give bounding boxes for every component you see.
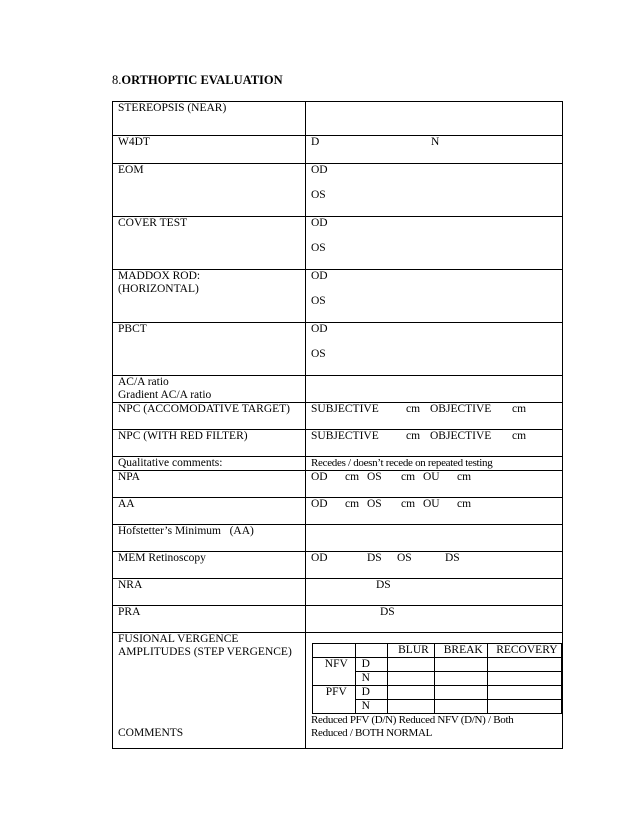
- npc-red-value[interactable]: [306, 430, 563, 457]
- maddox-value[interactable]: [306, 270, 563, 323]
- fusional-label: FUSIONAL VERGENCE: [118, 633, 239, 645]
- mem-ds2: DS: [445, 552, 460, 564]
- row-mem: [113, 552, 563, 579]
- pfv-label: PFV: [313, 686, 356, 700]
- w4dt-value[interactable]: [306, 136, 563, 164]
- pfv-n-recovery[interactable]: [487, 700, 561, 714]
- mem-ds1: DS: [367, 552, 382, 564]
- aa-os: OS: [367, 498, 382, 510]
- hofstetter-value[interactable]: [306, 525, 563, 552]
- pfv-n-row: [313, 700, 562, 714]
- mem-od: OD: [311, 552, 328, 564]
- nfv-d-row: [313, 658, 562, 672]
- npc-acc-subjective: SUBJECTIVE: [311, 403, 379, 415]
- row-hofstetter: [113, 525, 563, 552]
- row-aca: [113, 376, 563, 403]
- row-cover-test: [113, 217, 563, 270]
- row-aa: [113, 498, 563, 525]
- gradient-aca-label: Gradient AC/A ratio: [118, 389, 212, 401]
- pra-value[interactable]: [306, 606, 563, 633]
- vergence-note-line2: Reduced / BOTH NORMAL: [311, 727, 433, 739]
- cover-os: OS: [311, 242, 326, 254]
- w4dt-label: W4DT: [113, 136, 306, 164]
- blur-header: BLUR: [388, 644, 435, 658]
- pfv-n-blur[interactable]: [388, 700, 435, 714]
- pfv-n-label: N: [355, 700, 388, 714]
- nfv-n-break[interactable]: [434, 672, 487, 686]
- pbct-os: OS: [311, 348, 326, 360]
- vergence-header-row: [313, 644, 562, 658]
- row-pbct: [113, 323, 563, 376]
- nfv-n-row: [313, 672, 562, 686]
- npc-acc-cm2: cm: [512, 403, 527, 415]
- vergence-note-line1: Reduced PFV (D/N) Reduced NFV (D/N) / Both: [311, 714, 514, 726]
- nfv-label: NFV: [313, 658, 356, 672]
- qualitative-value: Recedes / doesn’t recede on repeated testing: [306, 457, 563, 471]
- eom-label: EOM: [113, 164, 306, 217]
- maddox-os: OS: [311, 295, 326, 307]
- row-maddox-rod: [113, 270, 563, 323]
- npc-red-cm2: cm: [512, 430, 527, 442]
- npa-os: OS: [367, 471, 382, 483]
- hofstetter-label: Hofstetter’s Minimum (AA): [113, 525, 306, 552]
- vergence-table: [312, 643, 562, 714]
- cover-test-value[interactable]: [306, 217, 563, 270]
- pfv-d-row: [313, 686, 562, 700]
- npc-red-cm1: cm: [406, 430, 421, 442]
- pra-label: PRA: [113, 606, 306, 633]
- w4dt-d: D: [311, 136, 320, 148]
- eom-value[interactable]: [306, 164, 563, 217]
- aa-cm1: cm: [345, 498, 360, 510]
- nfv-n-recovery[interactable]: [487, 672, 561, 686]
- pfv-d-label: D: [355, 686, 388, 700]
- aa-label: AA: [113, 498, 306, 525]
- section-number: 8.: [112, 73, 122, 87]
- aa-od: OD: [311, 498, 328, 510]
- stereopsis-label: STEREOPSIS (NEAR): [113, 102, 306, 136]
- npa-cm2: cm: [401, 471, 416, 483]
- pfv-d-recovery[interactable]: [487, 686, 561, 700]
- npa-cm3: cm: [457, 471, 472, 483]
- row-nra: [113, 579, 563, 606]
- row-eom: [113, 164, 563, 217]
- npc-acc-cm1: cm: [406, 403, 421, 415]
- nfv-d-recovery[interactable]: [487, 658, 561, 672]
- section-title: [112, 73, 283, 88]
- pbct-label: PBCT: [113, 323, 306, 376]
- row-pra: [113, 606, 563, 633]
- npa-label: NPA: [113, 471, 306, 498]
- nfv-n-blur[interactable]: [388, 672, 435, 686]
- fusional-value: [306, 633, 563, 749]
- aa-cm2: cm: [401, 498, 416, 510]
- mem-os: OS: [397, 552, 412, 564]
- eom-os: OS: [311, 189, 326, 201]
- npc-red-objective: OBJECTIVE: [430, 430, 492, 442]
- row-stereopsis: [113, 102, 563, 136]
- row-w4dt: [113, 136, 563, 164]
- row-npa: [113, 471, 563, 498]
- section-heading: ORTHOPTIC EVALUATION: [121, 73, 283, 87]
- nfv-n-label: N: [355, 672, 388, 686]
- pfv-d-break[interactable]: [434, 686, 487, 700]
- row-npc-red: [113, 430, 563, 457]
- row-npc-accommodative: [113, 403, 563, 430]
- mem-label: MEM Retinoscopy: [113, 552, 306, 579]
- pfv-n-break[interactable]: [434, 700, 487, 714]
- npc-acc-objective: OBJECTIVE: [430, 403, 492, 415]
- aa-value[interactable]: [306, 498, 563, 525]
- row-qualitative: [113, 457, 563, 471]
- aa-cm3: cm: [457, 498, 472, 510]
- orthoptic-table: [112, 101, 563, 749]
- recovery-header: RECOVERY: [487, 644, 561, 658]
- orthoptic-form: [112, 101, 563, 747]
- comments-label: COMMENTS: [118, 727, 184, 739]
- npa-cm1: cm: [345, 471, 360, 483]
- maddox-od: OD: [311, 270, 328, 282]
- aa-ou: OU: [423, 498, 440, 510]
- vergence-note: [311, 714, 562, 740]
- nfv-d-break[interactable]: [434, 658, 487, 672]
- npa-od: OD: [311, 471, 328, 483]
- fusional-sublabel: AMPLITUDES (STEP VERGENCE): [118, 646, 292, 658]
- cover-od: OD: [311, 217, 328, 229]
- pbct-value[interactable]: [306, 323, 563, 376]
- aca-value[interactable]: [306, 376, 563, 403]
- qualitative-label: Qualitative comments:: [113, 457, 306, 471]
- nfv-d-label: D: [355, 658, 388, 672]
- npc-red-subjective: SUBJECTIVE: [311, 430, 379, 442]
- aca-label: AC/A ratio: [118, 376, 169, 388]
- pbct-od: OD: [311, 323, 328, 335]
- w4dt-n: N: [431, 136, 440, 148]
- maddox-label: MADDOX ROD:: [118, 270, 201, 282]
- npa-ou: OU: [423, 471, 440, 483]
- nra-ds: DS: [376, 579, 391, 591]
- nfv-d-blur[interactable]: [388, 658, 435, 672]
- mem-value[interactable]: [306, 552, 563, 579]
- pra-ds: DS: [380, 606, 395, 618]
- npa-value[interactable]: [306, 471, 563, 498]
- stereopsis-value[interactable]: [306, 102, 563, 136]
- npc-acc-label: NPC (ACCOMODATIVE TARGET): [113, 403, 306, 430]
- pfv-d-blur[interactable]: [388, 686, 435, 700]
- break-header: BREAK: [434, 644, 487, 658]
- cover-test-label: COVER TEST: [113, 217, 306, 270]
- row-fusional: [113, 633, 563, 749]
- npc-acc-value[interactable]: [306, 403, 563, 430]
- nra-value[interactable]: [306, 579, 563, 606]
- nra-label: NRA: [113, 579, 306, 606]
- npc-red-label: NPC (WITH RED FILTER): [113, 430, 306, 457]
- maddox-sublabel: (HORIZONTAL): [118, 283, 199, 295]
- eom-od: OD: [311, 164, 328, 176]
